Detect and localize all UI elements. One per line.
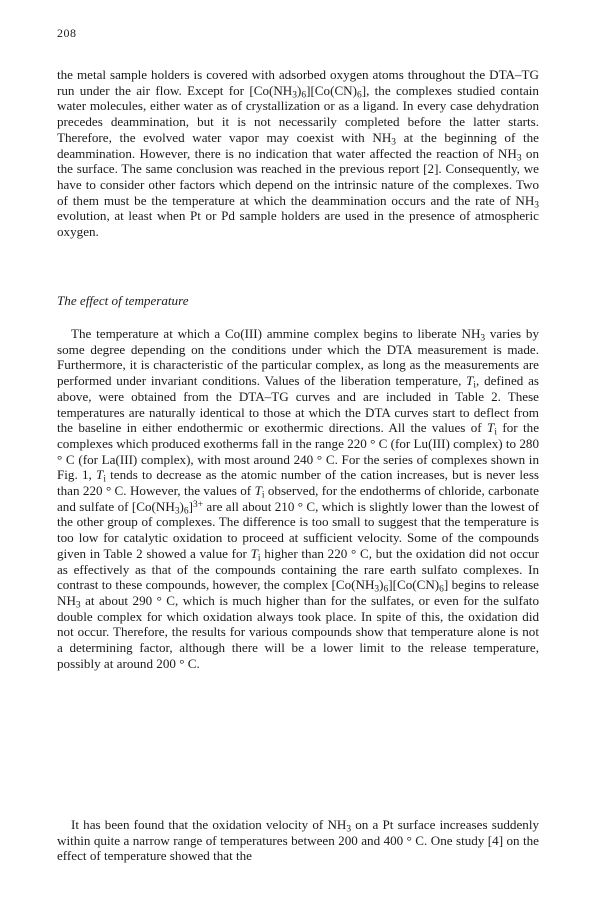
- page-number: 208: [57, 26, 77, 40]
- body-paragraph-3: It has been found that the oxidation velocity of $NH_3$ on a Pt surface increases suddenly within quite a narrow range of temperatures between 200 and 400 ° C. One study [4] on the effect of temperature showed that the: [57, 817, 539, 864]
- body-paragraph-2: The temperature at which a Co(III) ammine complex begins to liberate $NH_3$ varies by some degree depending on the conditions under which the DTA measurement is made. Furthermore, it is characteristic of the particular complex, as long as the measurements are performed under invariant conditions. Values of the liberation temperature, $T_i$, defined as above, were obtained from the DTA–TG curves and are included in Table 2. These temperatures are naturally identical to those at which the DTA curves start to deflect from the baseline in either endothermic or exothermic directions. All the values of $T_i$ for the complexes which produced exotherms fall in the range 220 ° C (for Lu(III) complex) to 280 ° C (for La(III) complex), with most around 240 ° C. For the series of complexes shown in Fig. 1, $T_i$ tends to decrease as the atomic number of the cation increases, but is never less than 220 ° C. However, the values of $T_i$ observed, for the endotherms of chloride, carbonate and sulfate of $[Co(NH_3)_6]^{3+}$ are all about 210 ° C, which is slightly lower than the lowest of the other group of complexes. The difference is too small to suggest that the temperature is too low for catalytic oxidation to proceed at sufficient velocity. Some of the compounds given in Table 2 showed a value for $T_i$ higher than 220 ° C, but the oxidation did not occur as effectively as that of the compounds containing the rare earth sulfato complexes. In contrast to these compounds, however, the complex $[Co(NH_3)_6][Co(CN)_6]$ begins to release $NH_3$ at about 290 ° C, which is much higher than for the sulfates, or even for the sulfato double complex for which oxidation always took place. In spite of this, the oxidation did not occur. Therefore, the results for various compounds show that temperature alone is not a determining factor, although there will be a lower limit to the release temperature, possibly at around 200 ° C.: [57, 326, 540, 671]
- body-paragraph-1: the metal sample holders is covered with adsorbed oxygen atoms throughout the DTA–TG run under the air flow. Except for $[Co(NH_3)_6][Co(CN)_6]$, the complexes studied contain water molecules, either water as of crystallization or as a ligand. In every case dehydration precedes deammination, but it is not necessarily completed before the latter starts. Therefore, the evolved water vapor may coexist with $NH_3$ at the beginning of the deammination. However, there is no indication that water affected the reaction of $NH_3$ on the surface. The same conclusion was reached in the previous report [2]. Consequently, we have to consider other factors which depend on the intrinsic nature of the complexes. Two of them must be the temperature at which the deammination occurs and the rate of $NH_3$ evolution, at least when Pt or Pd sample holders are used in the presence of atmospheric oxygen.: [57, 67, 539, 240]
- section-heading: The effect of temperature: [57, 293, 189, 308]
